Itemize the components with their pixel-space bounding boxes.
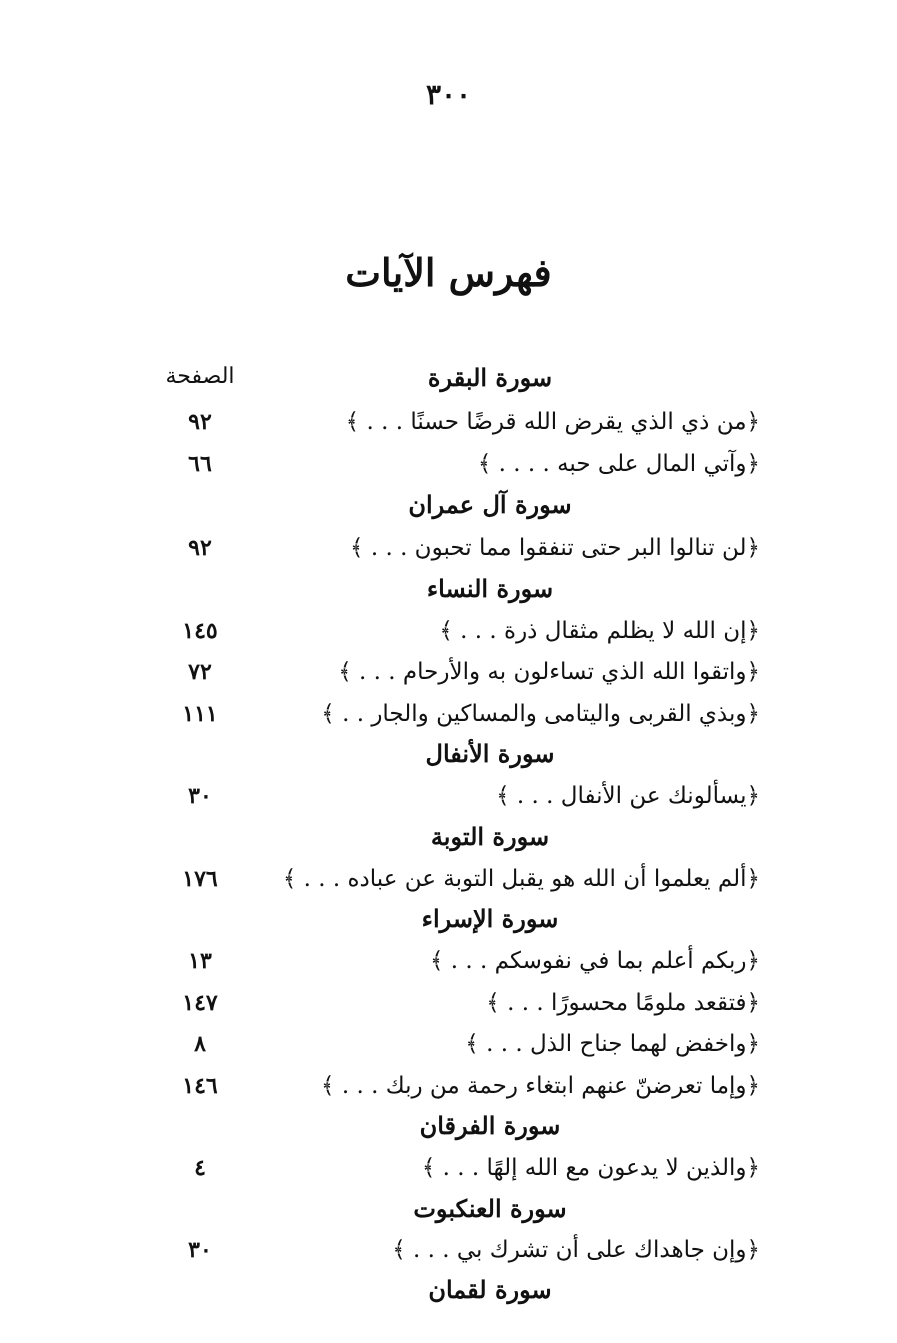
- verse-text: ﴿ألم يعلموا أن الله هو يقبل التوبة عن عباده . . . ﴾: [282, 866, 760, 892]
- surah-heading: سورة الفرقان: [419, 1111, 561, 1140]
- verse-row: [140, 652, 760, 692]
- surah-heading: سورة البقرة: [427, 363, 553, 392]
- verse-row: [140, 1066, 760, 1106]
- verse-row: [140, 776, 760, 816]
- verse-text: ﴿لن تنالوا البر حتى تنفقوا مما تحبون . . . ﴾: [350, 535, 760, 561]
- verse-page-number: ٧٢: [188, 659, 212, 685]
- verse-row: [140, 983, 760, 1023]
- surah-heading: سورة لقمان: [428, 1275, 552, 1304]
- verse-text: ﴿فتقعد ملومًا محسورًا . . . ﴾: [486, 990, 760, 1016]
- verse-row: [140, 402, 760, 442]
- page-column-header: الصفحة: [165, 364, 235, 389]
- verse-row: [140, 859, 760, 899]
- verse-page-number: ٨: [194, 1031, 206, 1057]
- verse-row: [140, 1230, 760, 1270]
- verse-page-number: ٣٠: [188, 783, 212, 809]
- verse-page-number: ١٣: [188, 948, 212, 974]
- verse-row: [140, 528, 760, 568]
- verse-page-number: ٩٢: [188, 535, 212, 561]
- verse-text: ﴿ربكم أعلم بما في نفوسكم . . . ﴾: [430, 948, 760, 974]
- verse-page-number: ١٤٧: [182, 990, 218, 1016]
- verse-page-number: ٩٢: [188, 409, 212, 435]
- verse-row: [140, 444, 760, 484]
- verse-text: ﴿واتقوا الله الذي تساءلون به والأرحام . . . ﴾: [338, 659, 760, 685]
- verse-text: ﴿من ذي الذي يقرض الله قرضًا حسنًا . . . ﴾: [345, 409, 760, 435]
- verse-text: ﴿واخفض لهما جناح الذل . . . ﴾: [465, 1031, 760, 1057]
- verse-page-number: ٣٠: [188, 1237, 212, 1263]
- verse-page-number: ١٤٥: [182, 618, 218, 644]
- page-title: فهرس الآيات: [345, 250, 552, 295]
- verse-page-number: ١٤٦: [182, 1073, 218, 1099]
- verse-text: ﴿والذين لا يدعون مع الله إلهًا . . . ﴾: [421, 1155, 760, 1181]
- surah-heading: سورة الإسراء: [421, 904, 559, 933]
- surah-heading: سورة العنكبوت: [413, 1194, 567, 1223]
- verse-page-number: ٤: [194, 1155, 206, 1181]
- verse-text: ﴿إن الله لا يظلم مثقال ذرة . . . ﴾: [439, 618, 760, 644]
- verse-text: ﴿وإن جاهداك على أن تشرك بي . . . ﴾: [392, 1237, 760, 1263]
- verse-page-number: ١١١: [182, 701, 218, 727]
- verse-text: ﴿وبذي القربى واليتامى والمساكين والجار . . ﴾: [321, 701, 760, 727]
- verse-text: ﴿يسألونك عن الأنفال . . . ﴾: [496, 783, 760, 809]
- verse-text: ﴿وإما تعرضنّ عنهم ابتغاء رحمة من ربك . . . ﴾: [321, 1073, 760, 1099]
- verse-page-number: ٦٦: [188, 451, 212, 477]
- surah-heading: سورة الأنفال: [425, 739, 555, 768]
- verse-row: [140, 611, 760, 651]
- surah-heading: سورة النساء: [426, 574, 554, 603]
- verse-row: [140, 1024, 760, 1064]
- surah-heading: سورة التوبة: [430, 822, 550, 851]
- surah-heading: سورة آل عمران: [408, 490, 572, 519]
- page-number: ٣٠٠: [425, 78, 472, 111]
- verse-page-number: ١٧٦: [182, 866, 218, 892]
- verse-row: [140, 1148, 760, 1188]
- verse-row: [140, 694, 760, 734]
- verse-text: ﴿وآتي المال على حبه . . . . ﴾: [477, 451, 760, 477]
- verse-row: [140, 941, 760, 981]
